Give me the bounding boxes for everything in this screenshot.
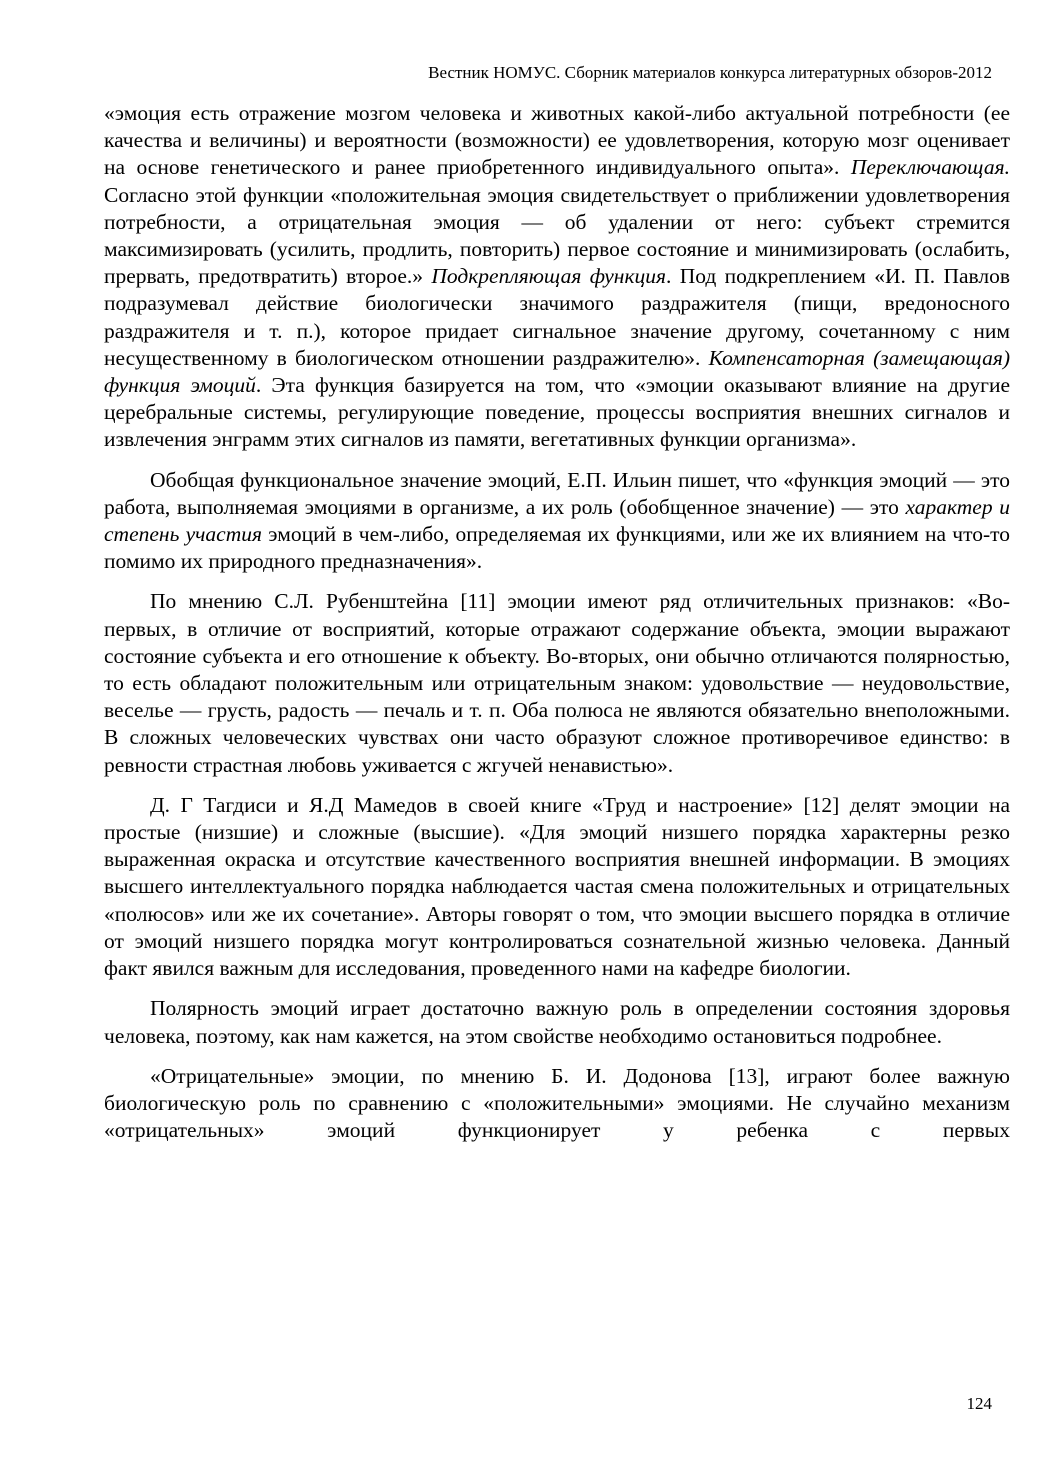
- paragraph-tagdisi-mamedov: Д. Г Тагдиси и Я.Д Мамедов в своей книге «Труд и настроение» [12] делят эмоции на простые (низшие) и сложные (высшие). «Для эмоций низшего порядка характерны резко выраженная окраска и отсутствие качественного восприятия внешней информации. В эмоциях высшего интеллектуального порядка наблюдается частая смена положительных и отрицательных «полюсов» или же их сочетание». Авторы говорят о том, что эмоции высшего порядка в отличие от эмоций низшего порядка могут контролироваться сознательной жизнью человека. Данный факт явился важным для исследования, проведенного нами на кафедре биологии.: [104, 792, 1010, 981]
- paragraph-rubinstein: По мнению С.Л. Рубенштейна [11] эмоции имеют ряд отличительных признаков: «Во-первых, в отличие от восприятий, которые отражают содержание объекта, эмоции выражают состояние субъекта и его отношение к объекту. Во-вторых, они обычно отличаются полярностью, то есть обладают положительным или отрицательным знаком: удовольствие — неудовольствие, веселье — грусть, радость — печаль и т. п. Оба полюса не являются обязательно внеположными. В сложных человеческих чувствах они часто образуют сложное противоречивое единство: в ревности страстная любовь уживается с жгучей ненавистью».: [104, 589, 1010, 777]
- term-reinforcing-function: Подкрепляющая функция: [431, 264, 667, 289]
- paragraph-dodonov: «Отрицательные» эмоции, по мнению Б. И. Додонова [13], играют более важную биологическую роль по сравнению с «положительными» эмоциями. Не случайно механизм «отрицательных» эмоций функционирует у ребенка с первых: [104, 1063, 1010, 1143]
- paragraph-ilyin: Обобщая функциональное значение эмоций, Е.П. Ильин пишет, что «функция эмоций — это работа, выполняемая эмоциями в организме, а их роль (обобщенное значение) — это характер и степень участия эмоций в чем-либо, определяемая их функциями, или же их влиянием на что-то помимо их природного предназначения».: [104, 467, 1010, 574]
- body-text: [104, 100, 1010, 1144]
- paragraph-polarity: Полярность эмоций играет достаточно важную роль в определении состояния здоровья человека, поэтому, как нам кажется, на этом свойстве необходимо остановиться подробнее.: [104, 996, 1010, 1048]
- paragraph-emotion-functions: «эмоция есть отражение мозгом человека и животных какой-либо актуальной потребности (ее качества и величины) и вероятности (возможности) ее удовлетворения, которую мозг оценивает на основе генетического и ранее приобретенного индивидуального опыта». Переключающая. Согласно этой функции «положительная эмоция свидетельствует о приближении удовлетворения потребности, а отрицательная эмоция — об удалении от него: субъект стремится максимизировать (усилить, продлить, повторить) первое состояние и минимизировать (ослабить, прервать, предотвратить) второе.» Подкрепляющая функция. Под подкреплением «И. П. Павлов подразумевал действие биологически значимого раздражителя (пищи, вредоносного раздражителя и т. п.), которое придает сигнальное значение другому, сочетанному с ним несущественному в биологическом отношении раздражителю». Компенсаторная (замещающая) функция эмоций. Эта функция базируется на том, что «эмоции оказывают влияние на другие церебральные системы, регулирующие поведение, процессы восприятия внешних сигналов и извлечения энграмм этих сигналов из памяти, вегетативных функции организма».: [104, 101, 1011, 452]
- running-header: Вестник НОМУС. Сборник материалов конкурса литературных обзоров-2012: [428, 63, 992, 82]
- term-character-and-degree: характер и степень участия: [104, 494, 1010, 547]
- term-compensatory-function: Компенсаторная (замещающая) функция эмоций: [104, 345, 1010, 398]
- term-switching-function: Переключающая.: [850, 155, 1010, 180]
- page-number: 124: [966, 1394, 992, 1413]
